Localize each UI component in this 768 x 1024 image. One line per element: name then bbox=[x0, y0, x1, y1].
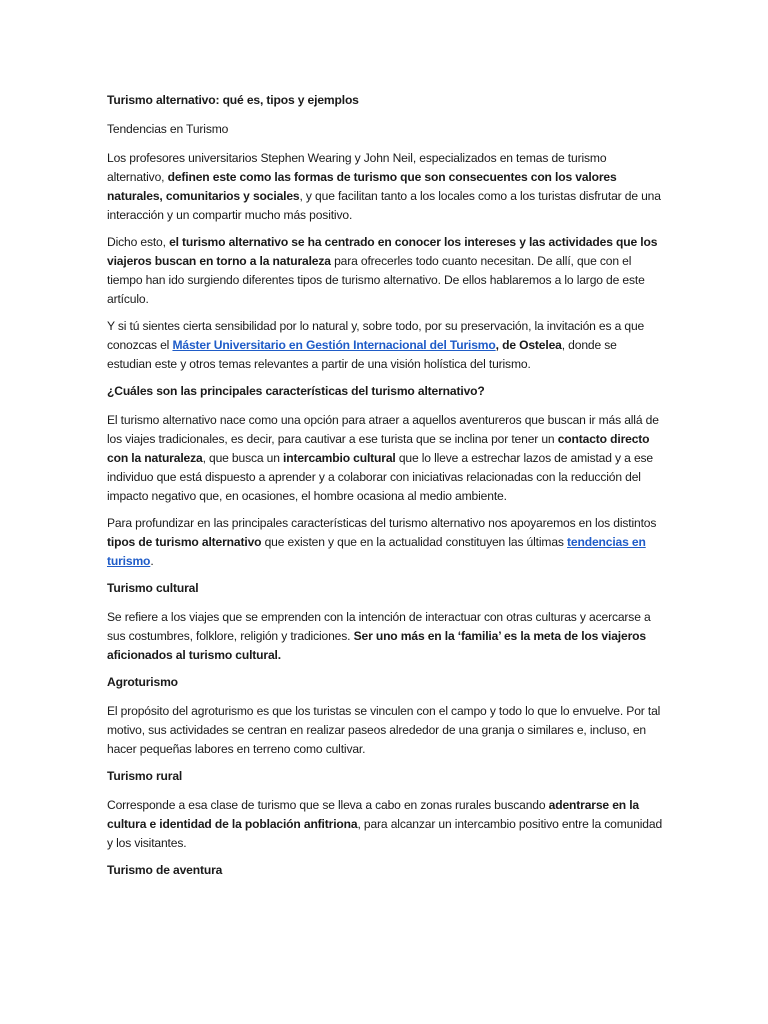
master-link[interactable]: Máster Universitario en Gestión Internacional del Turismo bbox=[172, 338, 496, 352]
document-title: Turismo alternativo: qué es, tipos y ejemplos bbox=[107, 93, 359, 107]
section-heading-rural: Turismo rural bbox=[107, 769, 183, 783]
bold-text: Ser uno más en la ‘familia’ es la meta de los viajeros aficionados al turismo cultural. bbox=[107, 629, 646, 662]
text-run: Y si tú sientes cierta sensibilidad por lo natural y, sobre todo, por su preservación, la invitación es a que conozcas el bbox=[107, 319, 645, 352]
paragraph-rural bbox=[107, 796, 664, 853]
bold-text: el turismo alternativo se ha centrado en conocer los intereses y las actividades que los viajeros buscan en torno a la naturaleza bbox=[107, 235, 658, 268]
paragraph-intro bbox=[107, 149, 664, 225]
section-heading-cultural: Turismo cultural bbox=[107, 581, 199, 595]
section-heading-agroturismo: Agroturismo bbox=[107, 675, 178, 689]
text-run: Para profundizar en las principales características del turismo alternativo nos apoyaremos en los distintos bbox=[107, 516, 657, 530]
paragraph-nace bbox=[107, 411, 664, 506]
text-run: El turismo alternativo nace como una opción para atraer a aquellos aventureros que buscan ir más allá de los viajes tradicionales, es decir, para cautivar a ese turista que se inclina por tener un bbox=[107, 413, 659, 446]
paragraph-master bbox=[107, 317, 664, 374]
paragraph-intereses bbox=[107, 233, 664, 309]
bold-text: tipos de turismo alternativo bbox=[107, 535, 262, 549]
text-run: Se refiere a los viajes que se emprenden con la intención de interactuar con otras culturas y acercarse a sus costumbres, folklore, religión y tradiciones. bbox=[107, 610, 651, 643]
paragraph-agroturismo bbox=[107, 702, 664, 759]
bold-text: definen este como las formas de turismo que son consecuentes con los valores naturales, comunitarios y sociales bbox=[107, 170, 617, 203]
text-run: , para alcanzar un intercambio positivo entre la comunidad y los visitantes. bbox=[107, 817, 663, 850]
section-heading-aventura: Turismo de aventura bbox=[107, 863, 223, 877]
text-run: , que busca un bbox=[202, 451, 284, 465]
document-subtitle: Tendencias en Turismo bbox=[107, 122, 229, 136]
bold-text: , de Ostelea bbox=[495, 338, 562, 352]
text-run: . bbox=[150, 554, 154, 568]
text-run: que lo lleve a estrechar lazos de amistad y a ese individuo que está dispuesto a aprender y a colaborar con iniciativas relacionadas con la reducción del impacto negativo que, en ocasiones, el hombre ocasiona al medio ambiente. bbox=[107, 451, 653, 503]
paragraph-profundizar bbox=[107, 514, 664, 571]
text-run: Dicho esto, bbox=[107, 235, 170, 249]
text-run: El propósito del agroturismo es que los turistas se vinculen con el campo y todo lo que lo envuelve. Por tal motivo, sus actividades se centran en realizar paseos alrededor de una granja o similares e, incluso, en hacer pequeñas labores en terreno como cultivar. bbox=[107, 704, 661, 756]
bold-text: contacto directo con la naturaleza bbox=[107, 432, 650, 465]
text-run: que existen y que en la actualidad constituyen las últimas bbox=[261, 535, 568, 549]
bold-text: intercambio cultural bbox=[283, 451, 396, 465]
text-run: , y que facilitan tanto a los locales como a los turistas disfrutar de una interacción y un compartir mucho más positivo. bbox=[107, 189, 661, 222]
text-run: Corresponde a esa clase de turismo que se lleva a cabo en zonas rurales buscando bbox=[107, 798, 549, 812]
text-run: , donde se estudian este y otros temas relevantes a partir de una visión holística del turismo. bbox=[107, 338, 617, 371]
text-run: Los profesores universitarios Stephen Wearing y John Neil, especializados en temas de turismo alternativo, bbox=[107, 151, 607, 184]
paragraph-cultural bbox=[107, 608, 664, 665]
section-heading-caracteristicas: ¿Cuáles son las principales características del turismo alternativo? bbox=[107, 384, 485, 398]
bold-text: adentrarse en la cultura e identidad de la población anfitriona bbox=[107, 798, 640, 831]
text-run: para ofrecerles todo cuanto necesitan. De allí, que con el tiempo han ido surgiendo diferentes tipos de turismo alternativo. De ellos hablaremos a lo largo de este artículo. bbox=[107, 254, 645, 306]
tendencias-link[interactable]: tendencias en turismo bbox=[107, 535, 646, 568]
